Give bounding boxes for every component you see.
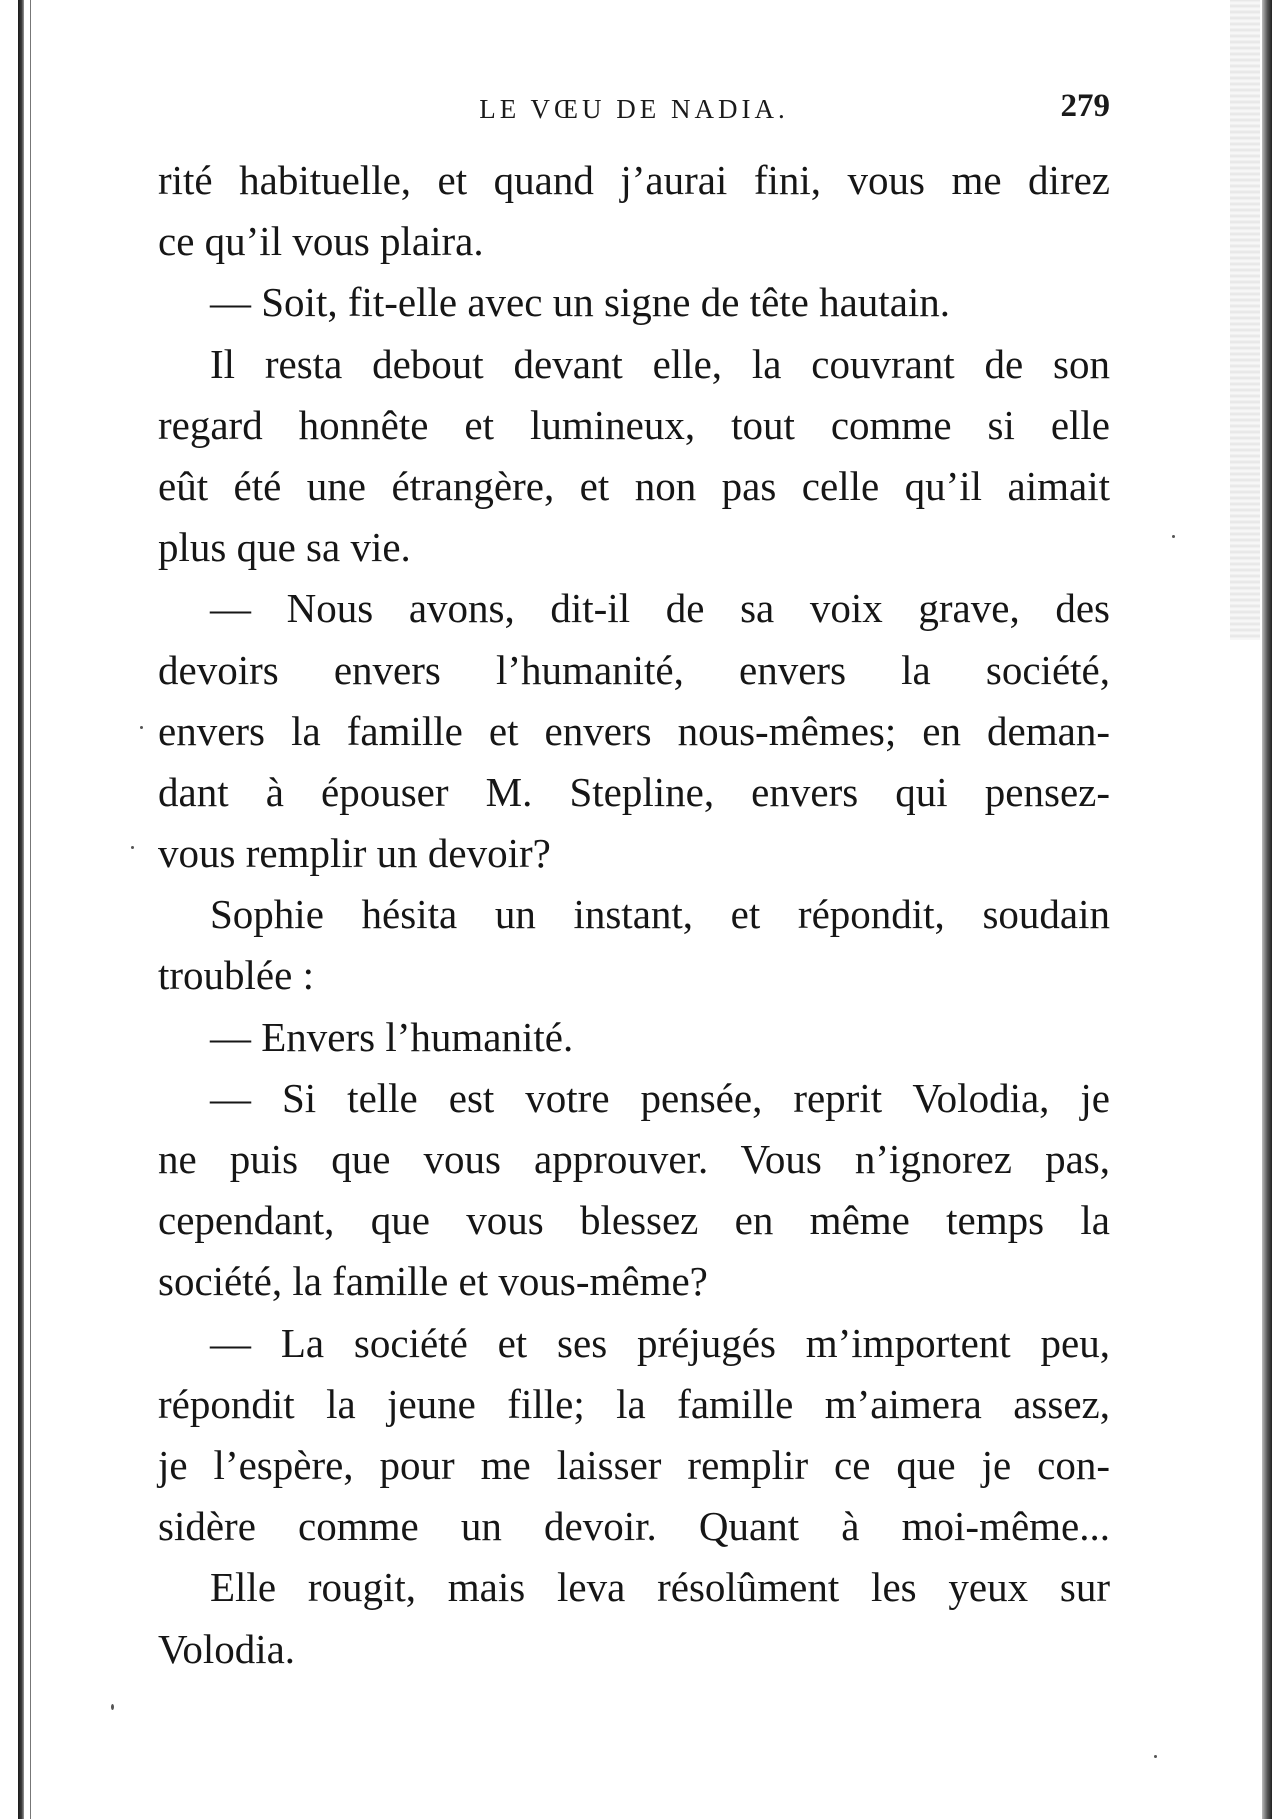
text-line: sidère comme un devoir. Quant à moi-même...	[158, 1503, 1110, 1550]
paper-speck	[131, 846, 134, 849]
text-line: envers la famille et envers nous-mêmes; en deman-	[158, 707, 1110, 754]
text-line: ce qu’il vous plaira.	[158, 218, 484, 265]
text-line: Volodia.	[158, 1625, 296, 1672]
text-line: dant à épouser M. Stepline, envers qui pensez-	[158, 768, 1110, 815]
text-line: — Soit, fit-elle avec un signe de tête hautain.	[210, 279, 951, 326]
paper-speck	[111, 1704, 114, 1710]
text-line: rité habituelle, et quand j’aurai fini, vous me direz	[158, 157, 1110, 203]
binding-edge	[18, 0, 24, 1819]
text-line: Sophie hésita un instant, et répondit, soudain	[210, 891, 1110, 938]
text-line: eût été une étrangère, et non pas celle qu’il aimait	[158, 462, 1110, 509]
right-edge-bleed	[1230, 0, 1260, 640]
text-line: — La société et ses préjugés m’importent peu,	[210, 1319, 1110, 1366]
paper-speck	[1172, 535, 1175, 538]
right-page-edge	[1262, 0, 1272, 1819]
text-line: cependant, que vous blessez en même temps la	[158, 1197, 1110, 1244]
text-line: répondit la jeune fille; la famille m’aimera assez,	[158, 1380, 1110, 1427]
paper-speck	[140, 726, 143, 729]
paper-speck	[1154, 1755, 1157, 1758]
text-line: devoirs envers l’humanité, envers la société,	[158, 646, 1110, 693]
text-line: regard honnête et lumineux, tout comme si elle	[158, 401, 1110, 448]
text-line: plus que sa vie.	[158, 524, 411, 571]
text-line: troublée :	[158, 952, 314, 999]
text-line: société, la famille et vous-même?	[158, 1258, 708, 1305]
page-number: 279	[1060, 88, 1110, 124]
text-line: Elle rougit, mais leva résolûment les yeux sur	[210, 1564, 1110, 1611]
text-line: — Envers l’humanité.	[210, 1013, 574, 1060]
running-title: LE VŒU DE NADIA.	[479, 94, 789, 124]
binding-shadow-line	[30, 0, 31, 1819]
text-line: — Nous avons, dit-il de sa voix grave, des	[210, 585, 1110, 632]
text-line: — Si telle est votre pensée, reprit Volodia, je	[210, 1074, 1110, 1121]
page-header	[158, 88, 1110, 138]
text-line: ne puis que vous approuver. Vous n’ignorez pas,	[158, 1136, 1110, 1182]
text-line: vous remplir un devoir?	[158, 830, 551, 877]
text-line: je l’espère, pour me laisser remplir ce que je con-	[158, 1441, 1110, 1488]
text-body	[158, 150, 1110, 1680]
text-line: Il resta debout devant elle, la couvrant de son	[210, 340, 1110, 387]
